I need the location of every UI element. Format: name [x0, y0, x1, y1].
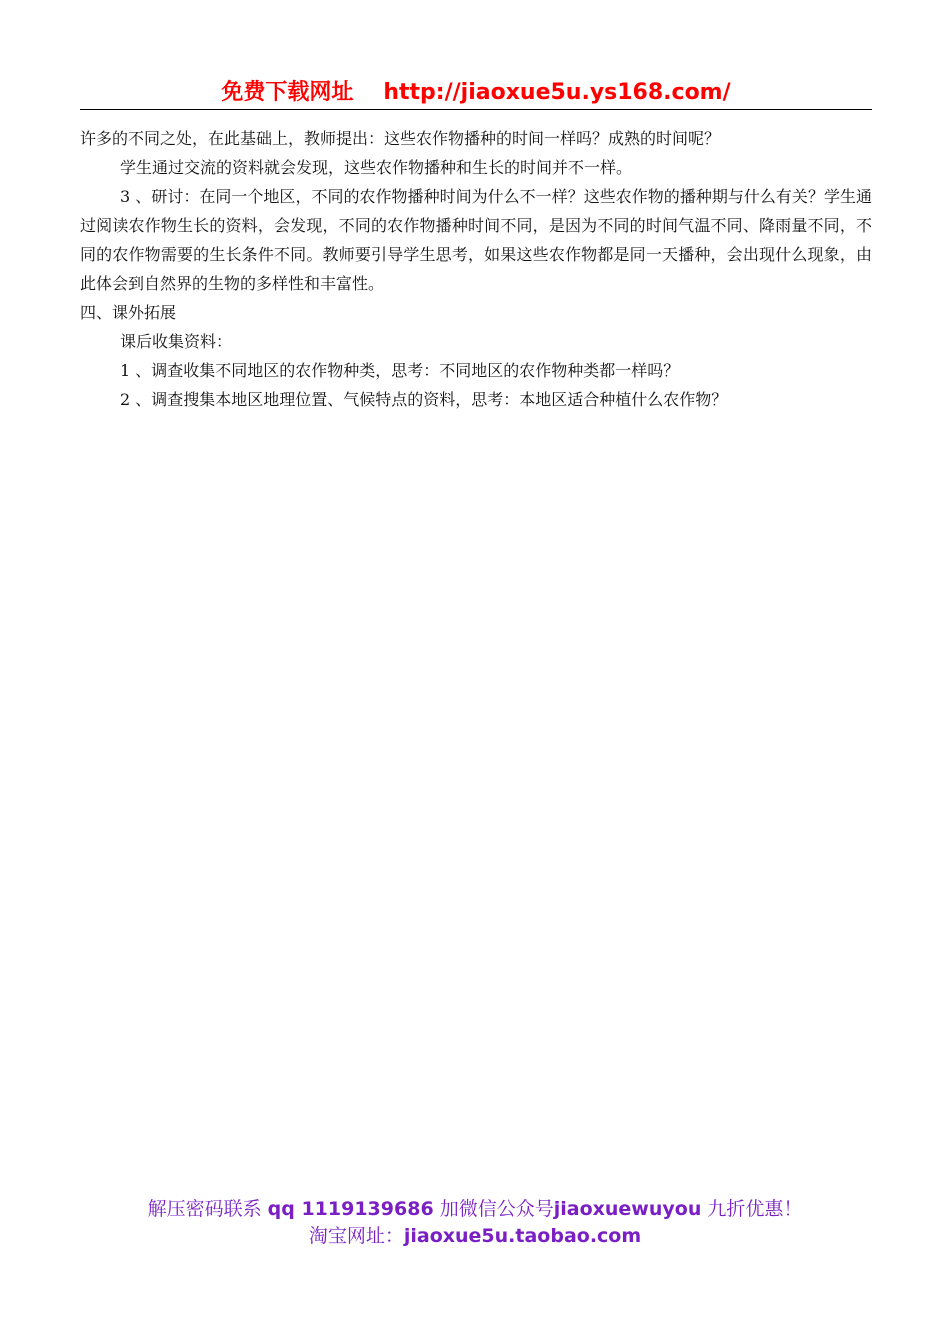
footer-password-text: 解压密码联系: [147, 1198, 262, 1220]
section-heading-extension: 四、课外拓展: [80, 303, 177, 322]
footer-taobao-link[interactable]: jiaoxue5u.taobao.com: [403, 1225, 642, 1247]
paragraph-students-discover: 学生通过交流的资料就会发现，这些农作物播种和生长的时间并不一样。: [120, 158, 633, 177]
page-footer: [0, 1196, 950, 1250]
footer-line-2: [0, 1223, 950, 1250]
list-item-1: 1 、调查收集不同地区的农作物种类，思考：不同地区的农作物种类都一样吗？: [120, 361, 680, 380]
footer-qq: qq 1119139686: [267, 1198, 434, 1220]
header-divider: [80, 109, 872, 110]
document-body: [80, 124, 872, 414]
footer-taobao-label: 淘宝网址：: [308, 1225, 404, 1247]
page-header: [80, 78, 872, 108]
footer-wechat-text: 加微信公众号: [439, 1198, 554, 1220]
footer-discount: 九折优惠！: [707, 1198, 803, 1220]
header-url-link[interactable]: http://jiaoxue5u.ys168.com/: [383, 80, 731, 105]
paragraph-after-class: 课后收集资料：: [120, 332, 233, 351]
header-label: 免费下载网址: [221, 80, 354, 105]
footer-line-1: [0, 1196, 950, 1223]
paragraph-discussion: 3 、研讨：在同一个地区，不同的农作物播种时间为什么不一样？这些农作物的播种期与什么有关？学生通过阅读农作物生长的资料，会发现，不同的农作物播种时间不同，是因为不同的时间气温不同、降雨量不同，不同的农作物需要的生长条件不同。教师要引导学生思考，如果这些农作物都是同一天播种，会出现什么现象，由此体会到自然界的生物的多样性和丰富性。: [80, 187, 872, 293]
footer-wechat-id: jiaoxuewuyou: [553, 1198, 702, 1220]
list-item-2: 2 、调查搜集本地区地理位置、气候特点的资料，思考：本地区适合种植什么农作物？: [120, 390, 728, 409]
paragraph-continuation: 许多的不同之处，在此基础上，教师提出：这些农作物播种的时间一样吗？成熟的时间呢？: [80, 129, 721, 148]
